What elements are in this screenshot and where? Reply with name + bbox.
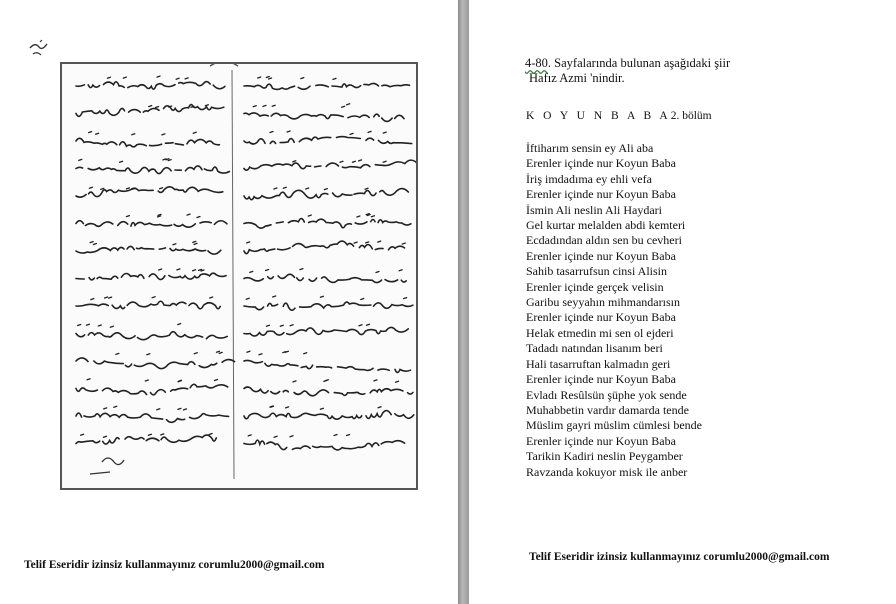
poem-line: Erenler içinde gerçek velisin: [526, 279, 664, 294]
copyright-footer: Telif Eseridir izinsiz kullanmayınız corumlu2000@gmail.com: [529, 551, 830, 563]
manuscript-handwriting: [62, 64, 416, 488]
poem-line: Muhabbetin vardır damarda tende: [526, 402, 689, 417]
poem-line: Helak etmedin mi sen ol ejderi: [526, 325, 674, 340]
poem-line: Müslim gayri müslim cümlesi bende: [526, 418, 702, 433]
poem-line: İftiharım sensin ey Ali aba: [526, 141, 654, 155]
poem-line: Erenler içinde nur Koyun Baba: [526, 248, 676, 263]
poem-lines: [526, 141, 702, 480]
page-gutter: [458, 0, 469, 604]
copyright-footer: Telif Eseridir izinsiz kullanmayınız corumlu2000@gmail.com: [24, 559, 325, 571]
poem-line: İriş imdadıma ey ehli vefa: [526, 171, 652, 186]
poem-line: Tarikin Kadiri neslin Peygamber: [526, 449, 683, 464]
heading-title: K O Y U N B A B A: [526, 110, 671, 122]
poem-line: Erenler içinde nur Koyun Baba: [526, 156, 676, 171]
poem-line: Erenler içinde nur Koyun Baba: [526, 310, 676, 325]
poem-line: Gel kurtar melalden abdi kemteri: [526, 218, 686, 233]
manuscript-scan-image: [60, 62, 418, 490]
poem-line: İsmin Ali neslin Ali Haydari: [526, 202, 662, 217]
intro-line-1: . Sayfalarında bulunan aşağıdaki şiir: [547, 56, 731, 70]
poem-line: Ecdadından aldın sen bu cevheri: [526, 233, 682, 248]
intro-text: [525, 56, 730, 86]
poem-heading: [526, 110, 712, 122]
poem-line: Ravzanda kokuyor misk ile anber: [526, 464, 688, 479]
page-range: 4-80: [525, 56, 548, 70]
right-page: [469, 0, 896, 604]
poem-line: Hali tasarruftan kalmadın geri: [526, 356, 671, 371]
poem-line: Tadadı natından lisanım beri: [526, 341, 663, 356]
handwritten-corner-mark: [28, 38, 50, 64]
poem-line: Sahib tasarrufsun cinsi Alisin: [526, 264, 667, 279]
poem-line: Erenler içinde nur Koyun Baba: [526, 187, 676, 202]
poem-line: Evladı Resûlsün şüphe yok sende: [526, 387, 687, 402]
poem-line: Erenler içinde nur Koyun Baba: [526, 372, 676, 387]
poem-line: Erenler içinde nur Koyun Baba: [526, 433, 676, 448]
heading-suffix: 2. bölüm: [670, 110, 712, 122]
poem-line: Garibu seyyahın mihmandarısın: [526, 295, 680, 310]
intro-line-2: Hafız Azmi 'nindir.: [529, 71, 625, 85]
